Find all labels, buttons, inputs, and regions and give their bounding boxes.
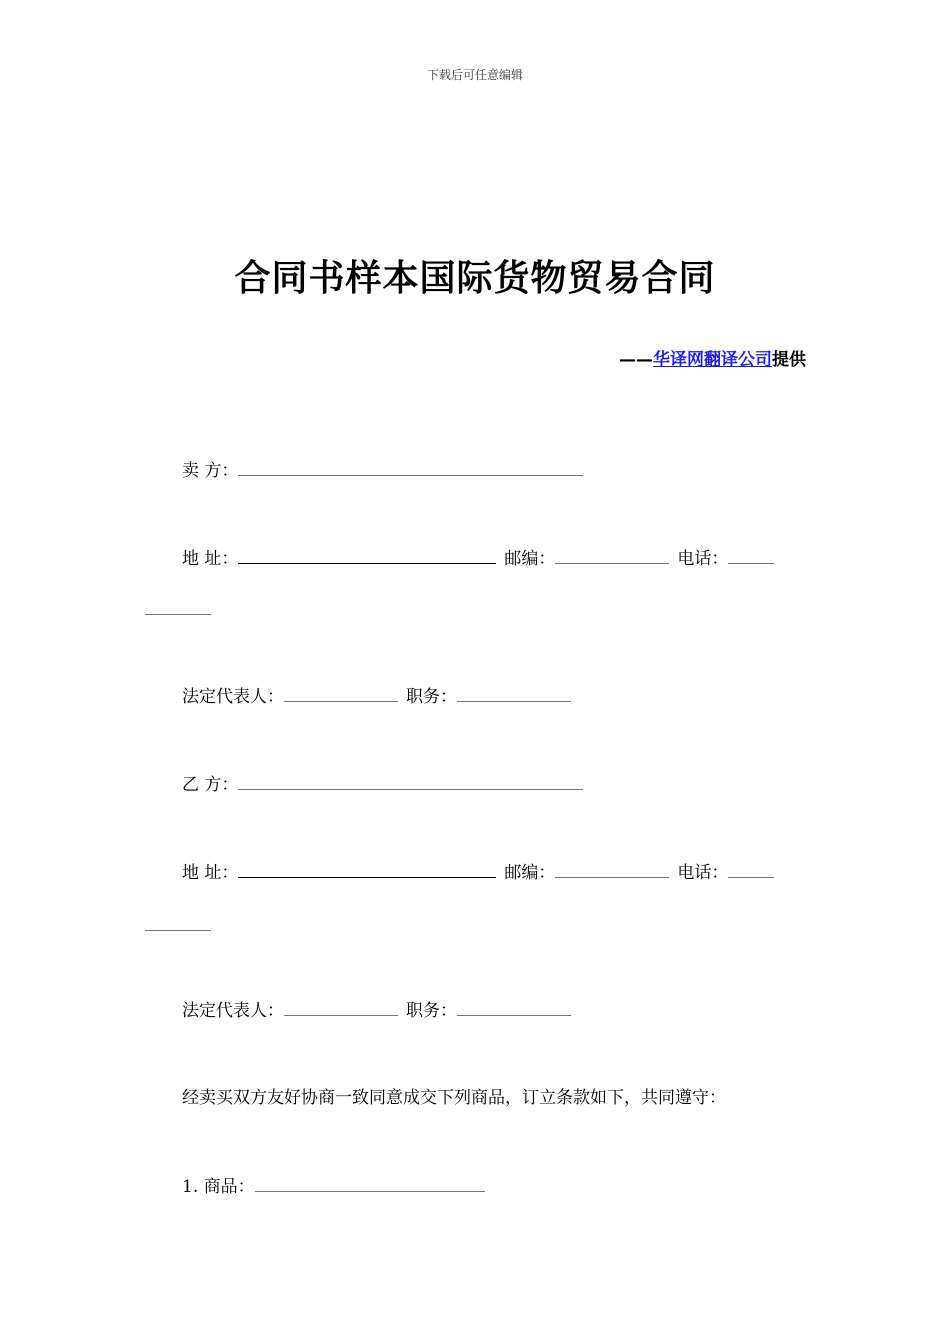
buyer-blank[interactable]: [238, 771, 583, 790]
seller-address-label: 地 址：: [182, 549, 239, 569]
buyer-legal-rep-label: 法定代表人：: [182, 1001, 284, 1021]
provider-suffix: 提供: [772, 350, 806, 370]
buyer-legal-rep-blank[interactable]: [284, 997, 398, 1016]
seller-phone-blank[interactable]: [728, 545, 774, 564]
seller-legal-rep-label: 法定代表人：: [182, 687, 284, 707]
seller-postcode-label: 邮编：: [504, 549, 556, 569]
buyer-legal-rep-line: [182, 997, 579, 1023]
buyer-phone-blank-continued[interactable]: [145, 930, 211, 931]
item-1-line: [182, 1173, 493, 1199]
provider-line: [619, 345, 806, 370]
seller-legal-rep-line: [182, 683, 579, 709]
seller-label: 卖 方：: [182, 461, 239, 481]
seller-blank[interactable]: [238, 457, 583, 476]
seller-line: [182, 457, 591, 483]
provider-link[interactable]: 华译网翻译公司: [653, 350, 772, 370]
seller-postcode-blank[interactable]: [555, 545, 669, 564]
seller-phone-label: 电话：: [677, 549, 729, 569]
intro-paragraph: 经卖买双方友好协商一致同意成交下列商品，订立条款如下，共同遵守：: [182, 1088, 726, 1108]
seller-legal-rep-blank[interactable]: [284, 683, 398, 702]
buyer-position-blank[interactable]: [457, 997, 571, 1016]
buyer-phone-blank[interactable]: [728, 859, 774, 878]
buyer-postcode-label: 邮编：: [504, 863, 556, 883]
buyer-line: [182, 771, 591, 797]
buyer-position-label: 职务：: [406, 1001, 457, 1021]
provider-prefix: ——: [619, 350, 653, 370]
document-title: 合同书样本国际货物贸易合同: [234, 258, 716, 299]
buyer-phone-label: 电话：: [677, 863, 729, 883]
buyer-address-blank[interactable]: [238, 859, 496, 878]
buyer-label: 乙 方：: [182, 775, 239, 795]
buyer-address-line: [182, 859, 774, 885]
header-note: 下载后可任意编辑: [426, 68, 523, 82]
seller-address-blank[interactable]: [238, 545, 496, 564]
seller-phone-blank-continued[interactable]: [145, 614, 211, 615]
seller-position-blank[interactable]: [457, 683, 571, 702]
item-1-blank[interactable]: [255, 1173, 485, 1192]
buyer-postcode-blank[interactable]: [555, 859, 669, 878]
seller-address-line: [182, 545, 774, 571]
item-1-label: 1. 商品：: [182, 1177, 255, 1197]
buyer-address-label: 地 址：: [182, 863, 239, 883]
seller-position-label: 职务：: [406, 687, 457, 707]
